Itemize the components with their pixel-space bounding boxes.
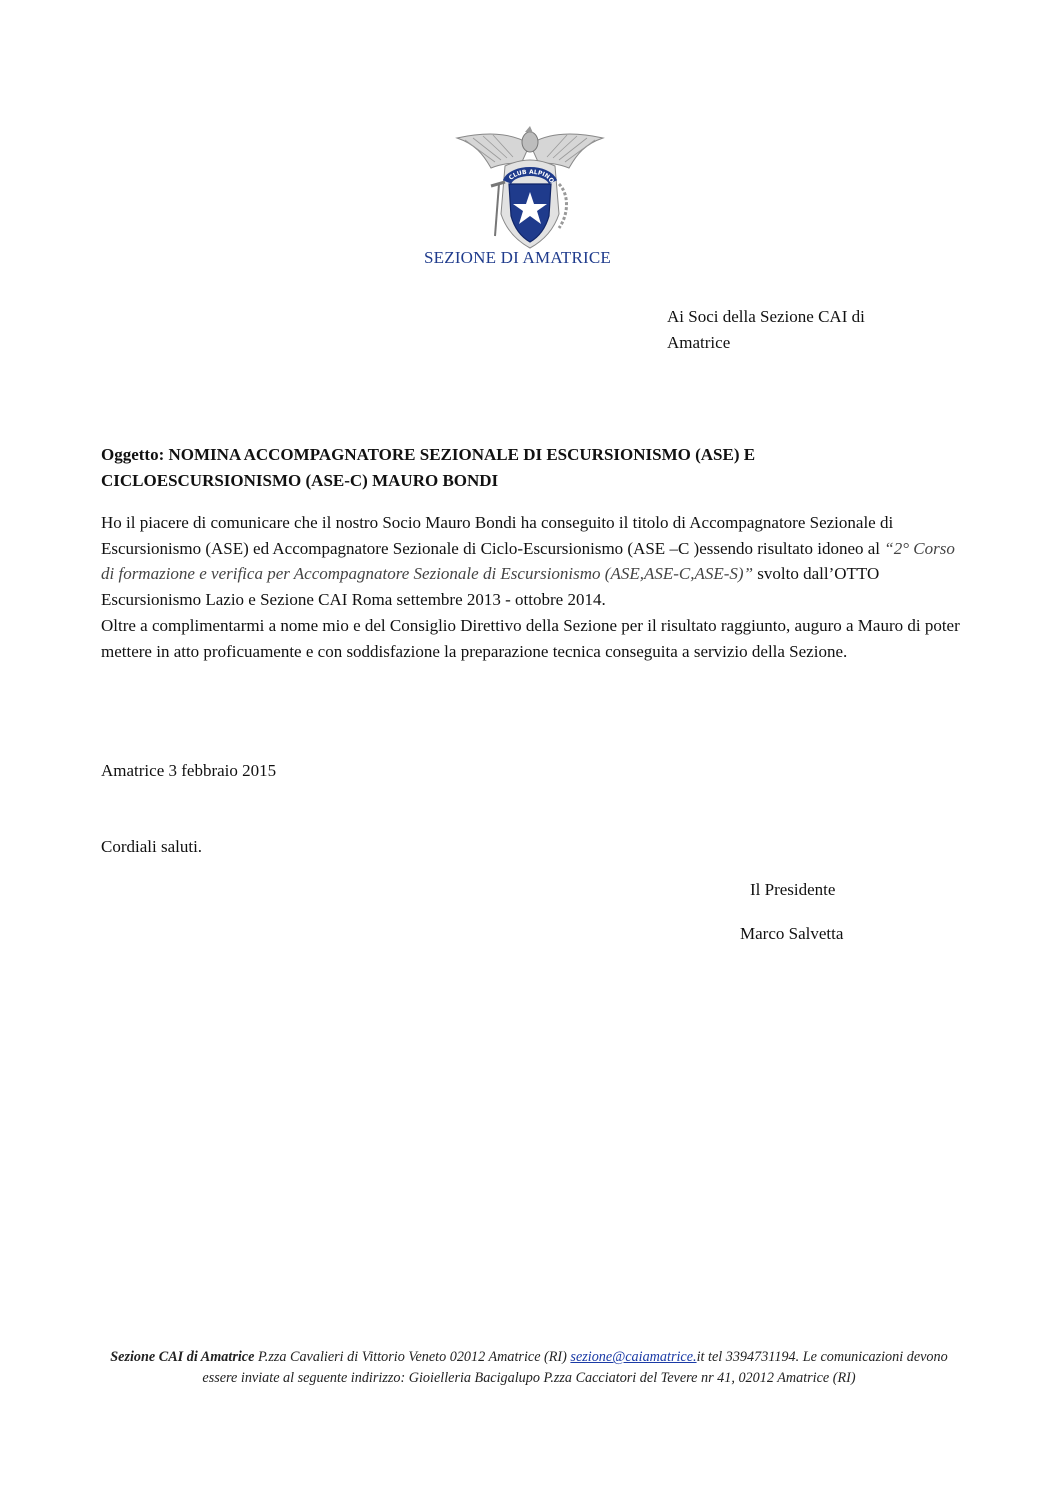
signer-role: Il Presidente	[750, 880, 836, 899]
footer-address: P.zza Cavalieri di Vittorio Veneto 02012 Amatrice (RI)	[254, 1349, 571, 1365]
footer-email-suffix: it	[696, 1349, 705, 1365]
footer-org: Sezione CAI di Amatrice	[110, 1349, 255, 1365]
subject-text: NOMINA ACCOMPAGNATORE SEZIONALE DI ESCURSIONISMO (ASE) E	[168, 445, 756, 464]
recipient-line: Ai Soci della Sezione CAI di	[667, 307, 865, 326]
course-title: “2° Corso di formazione e verifica per Accompagnatore Sezionale di Escursionismo (ASE,ASE-C,ASE-S)”	[101, 538, 955, 584]
recipient-line: Amatrice	[667, 333, 731, 352]
recipient-block	[667, 304, 865, 356]
subject-label: Oggetto:	[101, 445, 165, 464]
signer-name: Marco Salvetta	[740, 924, 844, 943]
cai-logo	[455, 124, 605, 250]
svg-text:CLUB ALPINO ITALIANO: CLUB ALPINO	[507, 168, 556, 185]
eagle-emblem-icon	[455, 124, 605, 250]
subject-block	[101, 442, 961, 494]
closing-greeting: Cordiali saluti.	[101, 837, 203, 856]
body-paragraph: Oltre a complimentarmi a nome mio e del Consiglio Direttivo della Sezione per il risultato raggiunto, auguro a Mauro di poter mettere in atto proficuamente e con soddisfazione la preparazione tecnica conseguita a servizio della Sezione.	[101, 615, 960, 661]
footer	[96, 1347, 962, 1388]
body-paragraph: Ho il piacere di comunicare che il nostro Socio Mauro Bondi ha conseguito il titolo di Accompagnatore Sezionale di Escursionismo (ASE) ed Accompagnatore Sezionale di Ciclo-Escursionismo (ASE –C )essendo risultato idoneo al “2° Corso di formazione e verifica per Accompagnatore Sezionale di Escursionismo (ASE,ASE-C,ASE-S)” svolto dall’OTTO Escursionismo Lazio e Sezione CAI Roma settembre 2013 - ottobre 2014.	[101, 513, 955, 610]
footer-email-link[interactable]: sezione@caiamatrice.	[570, 1349, 697, 1365]
section-name: SEZIONE DI AMATRICE	[424, 248, 612, 267]
subject-line	[101, 442, 961, 468]
letter-body	[101, 510, 961, 664]
footer-contact: tel 3394731194. Le comunicazioni devono essere inviate al seguente indirizzo: Gioielleria Bacigalupo P.zza Cacciatori del Tevere nr 41, 02012 Amatrice (RI)	[202, 1349, 948, 1386]
letter-date: Amatrice 3 febbraio 2015	[101, 761, 277, 780]
subject-line: CICLOESCURSIONISMO (ASE-C) MAURO BONDI	[101, 471, 499, 490]
